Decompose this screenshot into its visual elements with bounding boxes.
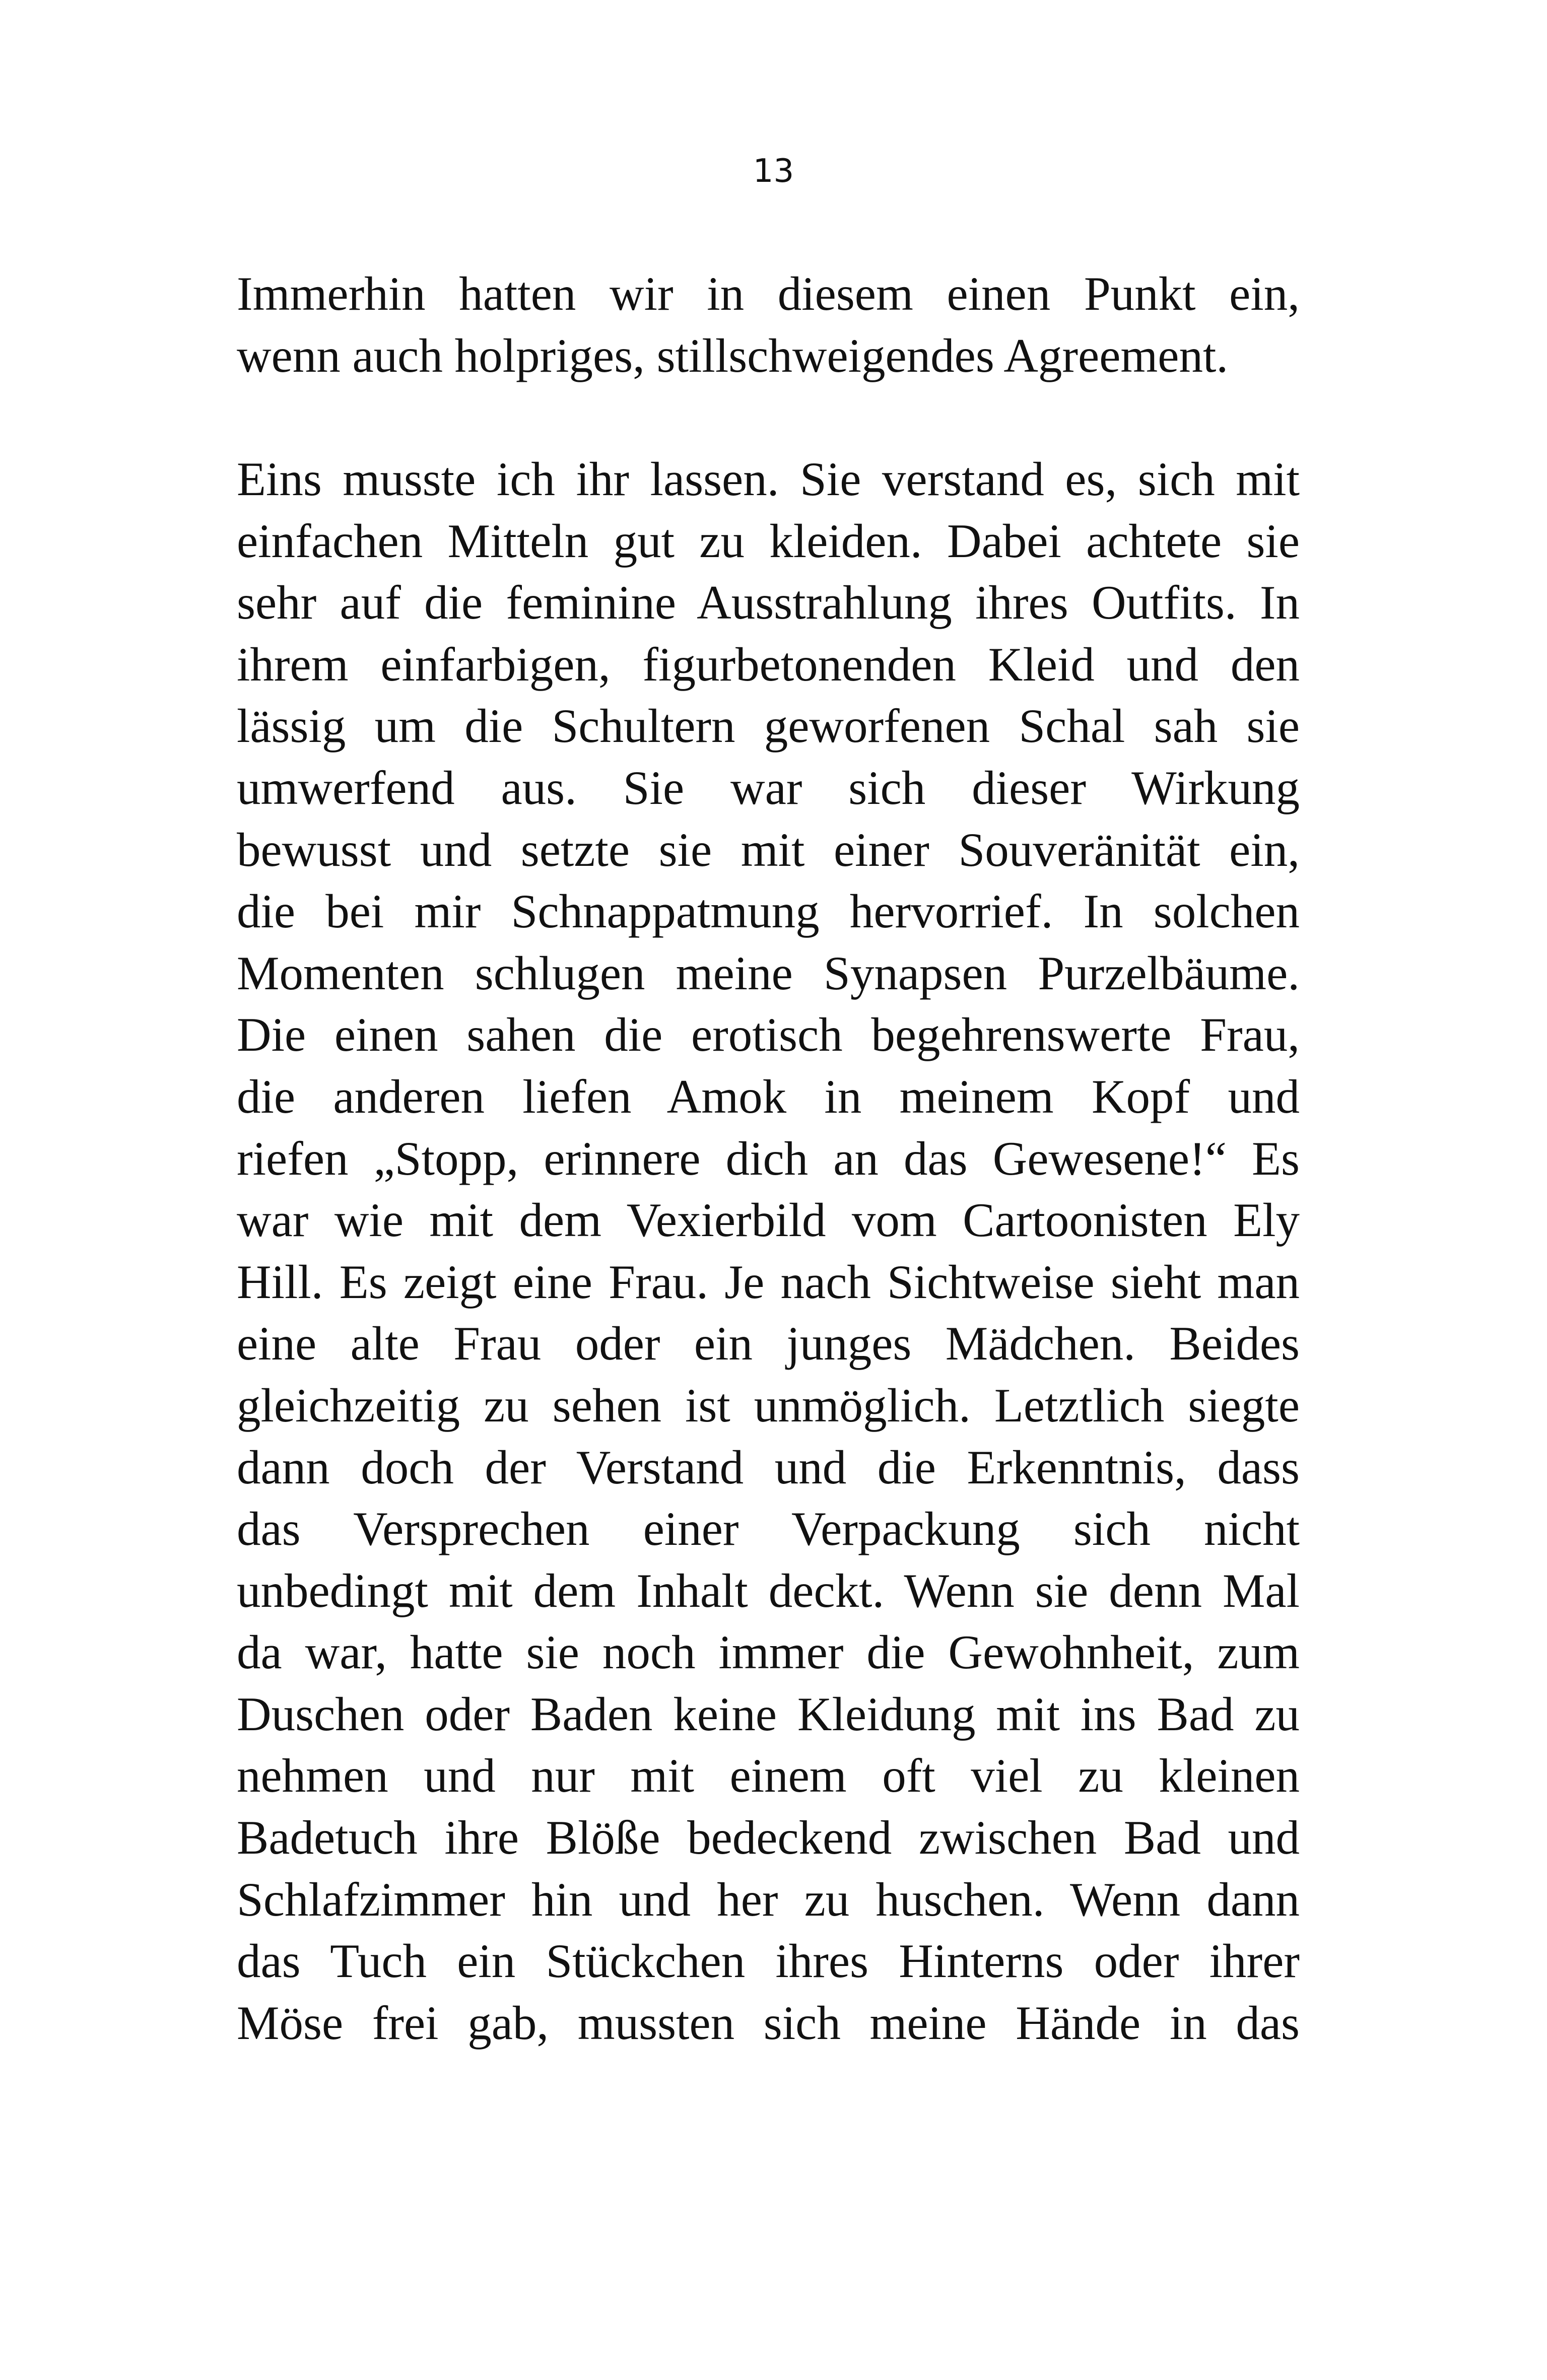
text-line: Möse frei gab, mussten sich meine Hände in das <box>237 1996 1300 2050</box>
text-line: war wie mit dem Vexierbild vom Cartoonisten Ely <box>237 1193 1300 1247</box>
text-line: einfachen Mitteln gut zu kleiden. Dabei achtete sie <box>237 514 1300 568</box>
text-line: bewusst und setzte sie mit einer Souveränität ein, <box>237 823 1300 876</box>
text-line: dann doch der Verstand und die Erkenntnis, dass <box>237 1440 1300 1494</box>
text-line: Eins musste ich ihr lassen. Sie verstand es, sich mit <box>237 452 1300 506</box>
text-line: das Tuch ein Stückchen ihres Hinterns oder ihrer <box>237 1934 1300 1988</box>
text-line: wenn auch holpriges, stillschweigendes Agreement. <box>237 328 1229 382</box>
text-line: Momenten schlugen meine Synapsen Purzelbäume. <box>237 946 1300 1000</box>
text-line: unbedingt mit dem Inhalt deckt. Wenn sie denn Mal <box>237 1563 1300 1617</box>
paragraph-2 <box>237 448 1300 2054</box>
text-line: lässig um die Schultern geworfenen Schal sah sie <box>237 699 1300 753</box>
text-line: Duschen oder Baden keine Kleidung mit ins Bad zu <box>237 1687 1300 1741</box>
text-line: die anderen liefen Amok in meinem Kopf und <box>237 1069 1300 1123</box>
text-line: riefen „Stopp, erinnere dich an das Gewesene!“ Es <box>237 1131 1300 1185</box>
text-line: Immerhin hatten wir in diesem einen Punkt ein, <box>237 267 1300 320</box>
text-line: das Versprechen einer Verpackung sich nicht <box>237 1502 1300 1556</box>
text-line: ihrem einfarbigen, figurbetonenden Kleid und den <box>237 637 1300 691</box>
text-line: Schlafzimmer hin und her zu huschen. Wenn dann <box>237 1872 1300 1926</box>
text-line: nehmen und nur mit einem oft viel zu kleinen <box>237 1749 1300 1803</box>
text-line: sehr auf die feminine Ausstrahlung ihres Outfits. In <box>237 576 1300 630</box>
text-line: die bei mir Schnappatmung hervorrief. In solchen <box>237 885 1300 938</box>
text-line: umwerfend aus. Sie war sich dieser Wirkung <box>237 761 1300 814</box>
text-line: eine alte Frau oder ein junges Mädchen. Beides <box>237 1317 1300 1371</box>
text-line: Badetuch ihre Blöße bedeckend zwischen Bad und <box>237 1811 1300 1865</box>
text-line: da war, hatte sie noch immer die Gewohnheit, zum <box>237 1625 1300 1679</box>
page-number: 13 <box>753 153 794 190</box>
paragraph-1 <box>237 263 1300 386</box>
text-line: gleichzeitig zu sehen ist unmöglich. Letztlich siegte <box>237 1378 1300 1432</box>
text-line: Die einen sahen die erotisch begehrenswerte Frau, <box>237 1008 1300 1062</box>
text-line: Hill. Es zeigt eine Frau. Je nach Sichtweise sieht man <box>237 1255 1300 1309</box>
